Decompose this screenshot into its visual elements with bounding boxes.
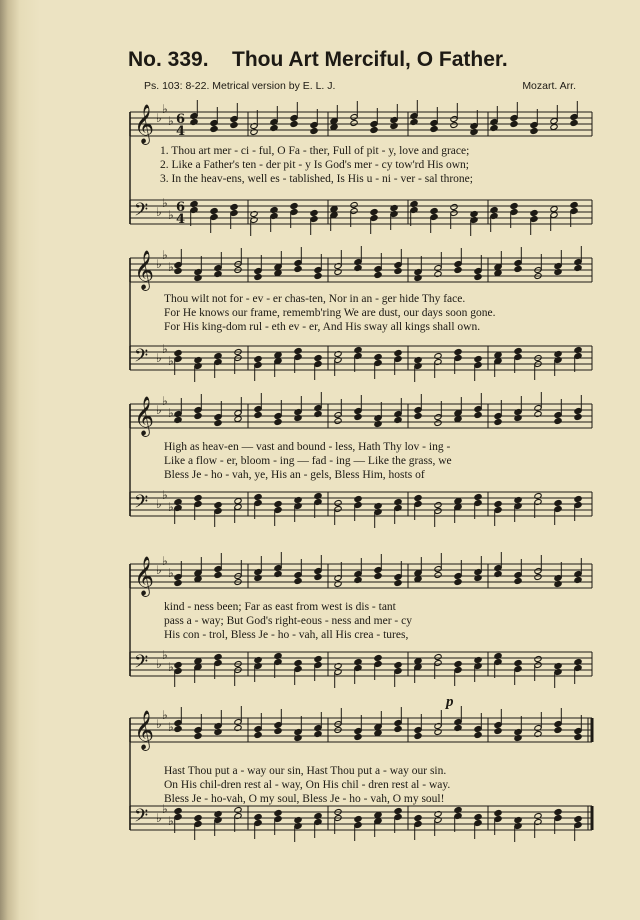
note-head [494, 419, 502, 426]
flat-sign: ♭ [156, 257, 162, 271]
note-head [550, 124, 558, 131]
lyric-line: Thou wilt not for - ev - er chas-ten, Nor in an - ger hide Thy face. [164, 293, 466, 305]
note-head [474, 412, 482, 419]
hymn-number: No. 339. [128, 48, 209, 71]
flat-sign: ♭ [156, 205, 162, 219]
note-head [230, 204, 238, 211]
hymn-title: Thou Art Merciful, O Father. [232, 48, 508, 71]
treble-clef: 𝄞 [134, 710, 155, 750]
music-system-1 [128, 100, 594, 250]
flat-sign: ♭ [168, 660, 174, 674]
note-head [174, 268, 182, 275]
note-head [274, 810, 282, 817]
flat-sign: ♭ [168, 566, 174, 580]
flat-sign: ♭ [162, 648, 168, 662]
note-head [454, 498, 462, 505]
music-system-2 [128, 246, 594, 396]
note-head [314, 574, 322, 581]
lyric-line: On His chil-dren rest al - way, On His chil - dren rest al - way. [164, 779, 451, 791]
flat-sign: ♭ [156, 351, 162, 365]
time-signature-digit: 4 [176, 212, 186, 227]
lyric-line: High as heav-en — vast and bound - less, Hath Thy lov - ing - [164, 441, 451, 453]
note-head [254, 274, 262, 281]
note-head [474, 274, 482, 281]
note-head [194, 658, 202, 665]
bass-clef: 𝄢 [134, 652, 149, 677]
note-head [234, 416, 242, 423]
note-head [194, 413, 202, 420]
note-head [554, 809, 562, 816]
note-head [174, 350, 182, 357]
note-head [574, 414, 582, 421]
note-head [194, 576, 202, 583]
flat-sign: ♭ [162, 708, 168, 722]
note-head [254, 412, 262, 419]
note-head [310, 128, 318, 135]
flat-sign: ♭ [168, 814, 174, 828]
note-head [554, 727, 562, 734]
note-head [394, 268, 402, 275]
note-head [254, 356, 262, 363]
note-head [314, 355, 322, 362]
note-head [474, 732, 482, 739]
note-head [574, 816, 582, 823]
bass-clef: 𝄢 [134, 492, 149, 517]
note-head [214, 420, 222, 427]
lyric-line: 2. Like a Father's ten - der pit - y Is God's mer - cy tow'rd His own; [160, 159, 469, 171]
flat-sign: ♭ [156, 403, 162, 417]
bass-clef: 𝄢 [134, 806, 149, 831]
lyric-line: His con - trol, Bless Je - ho - vah, all His crea - tures, [164, 629, 409, 641]
note-head [494, 270, 502, 277]
note-head [414, 815, 422, 822]
note-head [274, 501, 282, 508]
flat-sign: ♭ [168, 208, 174, 222]
flat-sign: ♭ [156, 497, 162, 511]
note-head [414, 413, 422, 420]
flat-sign: ♭ [162, 802, 168, 816]
note-head [310, 210, 318, 217]
bass-clef: 𝄢 [134, 346, 149, 371]
flat-sign: ♭ [168, 500, 174, 514]
note-head [290, 203, 298, 210]
dynamic-marking: p [446, 694, 454, 710]
note-head [550, 206, 558, 213]
flat-sign: ♭ [162, 488, 168, 502]
music-system-4 [128, 552, 594, 702]
note-head [394, 726, 402, 733]
note-head [194, 495, 202, 502]
treble-clef: 𝄞 [134, 250, 155, 290]
note-head [494, 810, 502, 817]
note-head [430, 208, 438, 215]
note-head [394, 350, 402, 357]
note-head [274, 728, 282, 735]
note-head [434, 654, 442, 661]
note-head [254, 732, 262, 739]
note-head [314, 273, 322, 280]
lyric-line: Hast Thou put a - way our sin, Hast Thou put a - way our sin. [164, 765, 447, 777]
lyric-line: For His king-dom rul - eth ev - er, And His sway all kings shall own. [164, 321, 481, 333]
flat-sign: ♭ [168, 260, 174, 274]
note-head [314, 656, 322, 663]
note-head [530, 210, 538, 217]
note-head [510, 203, 518, 210]
note-head [354, 414, 362, 421]
note-head [230, 122, 238, 129]
note-head [394, 808, 402, 815]
flat-sign: ♭ [162, 102, 168, 116]
flat-sign: ♭ [168, 354, 174, 368]
flat-sign: ♭ [168, 406, 174, 420]
time-signature-digit: 4 [176, 124, 186, 139]
note-head [214, 502, 222, 509]
note-head [174, 662, 182, 669]
note-head [194, 815, 202, 822]
lyric-line: Bless Je - ho-vah, O my soul, Bless Je - ho - vah, O my soul! [164, 793, 445, 805]
composer-credit: Mozart. Arr. [522, 80, 576, 92]
note-head [294, 660, 302, 667]
flat-sign: ♭ [156, 111, 162, 125]
note-head [534, 574, 542, 581]
note-head [554, 418, 562, 425]
note-head [350, 120, 358, 127]
note-head [454, 579, 462, 586]
note-head [354, 496, 362, 503]
note-head [514, 266, 522, 273]
treble-clef: 𝄞 [134, 556, 155, 596]
note-head [334, 418, 342, 425]
flat-sign: ♭ [162, 196, 168, 210]
note-head [434, 502, 442, 509]
flat-sign: ♭ [168, 720, 174, 734]
note-head [514, 578, 522, 585]
note-head [450, 204, 458, 211]
note-head [374, 573, 382, 580]
flat-sign: ♭ [156, 563, 162, 577]
flat-sign: ♭ [168, 114, 174, 128]
note-head [454, 416, 462, 423]
note-head [474, 814, 482, 821]
time-signature-digit: 6 [176, 200, 186, 215]
note-head [574, 496, 582, 503]
note-head [374, 812, 382, 819]
lyric-line: For He knows our frame, rememb'ring We are dust, our days soon gone. [164, 307, 496, 319]
note-head [494, 501, 502, 508]
note-head [194, 733, 202, 740]
note-head [374, 730, 382, 737]
note-head [454, 661, 462, 668]
note-head [394, 580, 402, 587]
note-head [474, 494, 482, 501]
flat-sign: ♭ [162, 248, 168, 262]
note-head [374, 354, 382, 361]
note-head [570, 202, 578, 209]
note-head [494, 728, 502, 735]
note-head [294, 266, 302, 273]
note-head [414, 658, 422, 665]
note-head [330, 206, 338, 213]
note-head [374, 655, 382, 662]
music-system-3 [128, 392, 594, 542]
time-signature-digit: 6 [176, 112, 186, 127]
note-head [370, 127, 378, 134]
note-head [414, 495, 422, 502]
note-head [554, 500, 562, 507]
treble-clef: 𝄞 [134, 104, 155, 144]
note-head [214, 572, 222, 579]
flat-sign: ♭ [156, 657, 162, 671]
note-head [290, 121, 298, 128]
note-head [294, 578, 302, 585]
note-head [234, 498, 242, 505]
credits-row [144, 80, 584, 96]
note-head [494, 352, 502, 359]
note-head [430, 126, 438, 133]
note-head [414, 733, 422, 740]
treble-clef: 𝄞 [134, 396, 155, 436]
bass-clef: 𝄢 [134, 200, 149, 225]
note-head [450, 122, 458, 129]
note-head [274, 270, 282, 277]
flat-sign: ♭ [162, 554, 168, 568]
note-head [530, 128, 538, 135]
flat-sign: ♭ [156, 811, 162, 825]
note-head [330, 124, 338, 131]
scripture-credit: Ps. 103: 8-22. Metrical version by E. L. J. [144, 80, 336, 92]
note-head [434, 572, 442, 579]
note-head [454, 267, 462, 274]
lyric-line: Like a flow - er, bloom - ing — fad - ing — Like the grass, we [164, 455, 452, 467]
note-head [570, 120, 578, 127]
note-head [394, 662, 402, 669]
note-head [334, 500, 342, 507]
note-head [434, 420, 442, 427]
note-head [174, 580, 182, 587]
note-head [514, 660, 522, 667]
note-head [210, 126, 218, 133]
lyric-line: 1. Thou art mer - ci - ful, O Fa - ther, Full of pit - y, love and grace; [160, 145, 470, 157]
flat-sign: ♭ [162, 394, 168, 408]
note-head [254, 814, 262, 821]
note-head [350, 202, 358, 209]
note-head [214, 654, 222, 661]
music-system-5 [128, 694, 594, 876]
lyric-line: Bless Je - ho - vah, ye, His an - gels, Bless Him, hosts of [164, 469, 425, 481]
lyric-line: kind - ness been; Far as east from west is dis - tant [164, 601, 396, 613]
note-head [294, 348, 302, 355]
note-head [374, 272, 382, 279]
lyric-line: 3. In the heav-ens, well es - tablished, Is His u - ni - ver - sal throne; [160, 173, 473, 185]
note-head [534, 656, 542, 663]
note-head [454, 349, 462, 356]
note-head [514, 348, 522, 355]
note-head [274, 352, 282, 359]
note-head [274, 419, 282, 426]
note-head [474, 356, 482, 363]
note-head [414, 576, 422, 583]
note-head [254, 494, 262, 501]
flat-sign: ♭ [156, 717, 162, 731]
note-head [174, 726, 182, 733]
note-head [174, 808, 182, 815]
note-head [354, 816, 362, 823]
note-head [210, 208, 218, 215]
note-head [574, 734, 582, 741]
hymn-heading [128, 48, 588, 78]
flat-sign: ♭ [162, 342, 168, 356]
note-head [354, 734, 362, 741]
note-head [510, 121, 518, 128]
note-head [370, 209, 378, 216]
lyric-line: pass a - way; But God's right-eous - ness and mer - cy [164, 615, 412, 627]
